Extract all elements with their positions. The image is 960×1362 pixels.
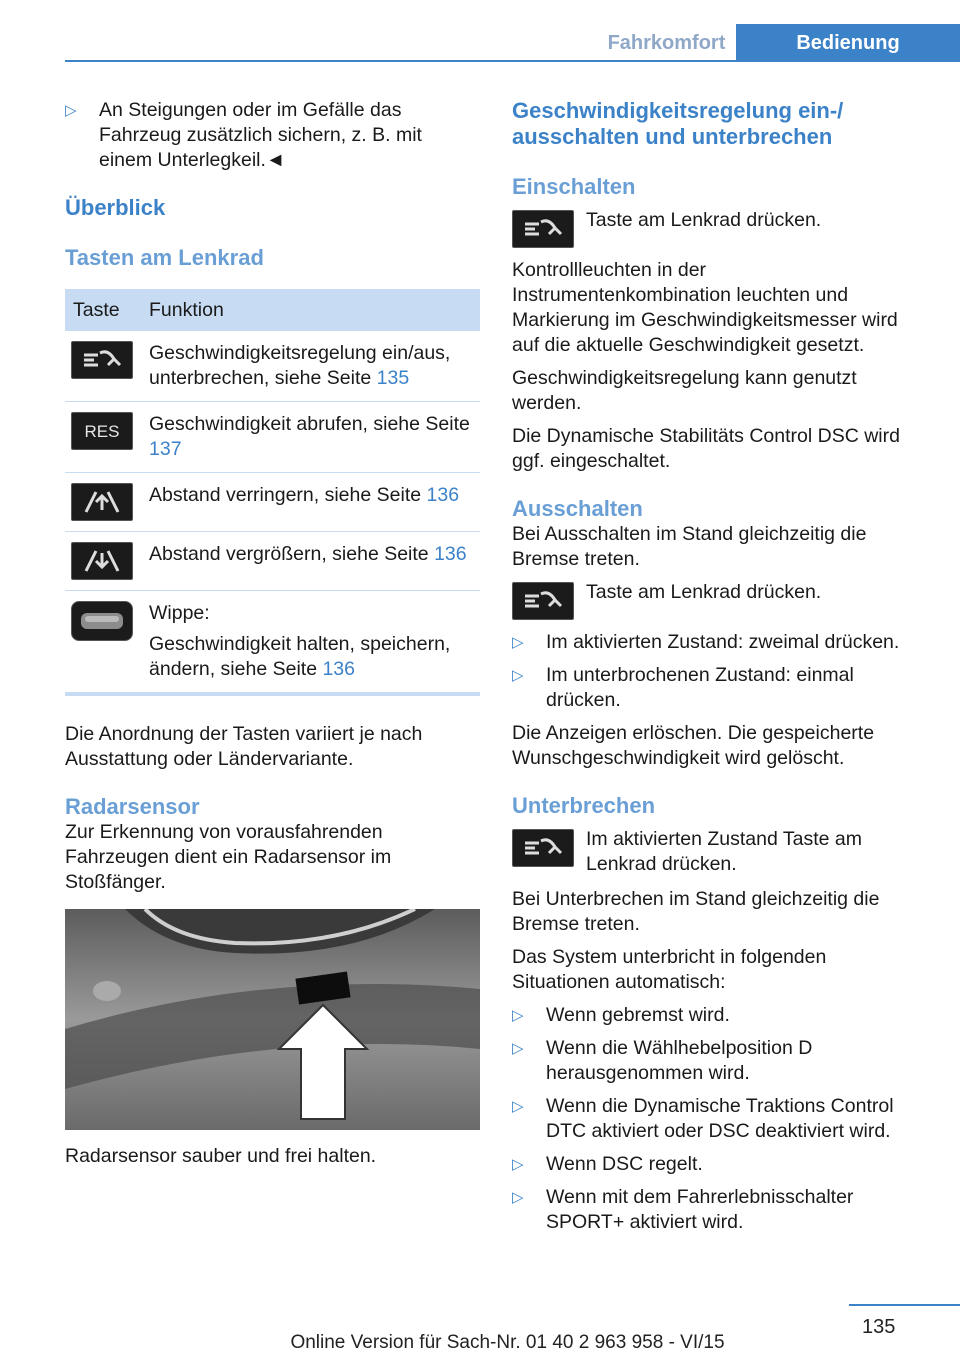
- triangle-bullet-icon: ▷: [512, 1098, 524, 1115]
- key-instruction: Taste am Lenkrad drücken.: [512, 580, 927, 620]
- header-rule: [65, 60, 960, 62]
- table-row: RES Geschwindigkeit abrufen, siehe Seite 137: [65, 402, 480, 473]
- section-tab-bedienung[interactable]: Bedienung: [736, 24, 960, 60]
- cruise-control-icon: [512, 582, 574, 620]
- list-item: ▷ Wenn die Wählhebelposition D herausgenommen wird.: [512, 1037, 813, 1084]
- table-row: Geschwindigkeitsregelung ein/aus, unterbrechen, siehe Seite 135: [65, 331, 480, 402]
- page-link[interactable]: 137: [149, 438, 182, 460]
- triangle-bullet-icon: ▷: [512, 1189, 524, 1206]
- list-item: ▷ Im unterbrochenen Zustand: einmal drücken.: [512, 664, 854, 711]
- radar-heading: Radarsensor: [65, 794, 200, 819]
- switch-on-heading: Einschalten: [512, 174, 636, 199]
- cruise-control-icon: [512, 829, 574, 867]
- key-instruction: Im aktivierten Zustand Taste am Lenkrad drücken.: [512, 827, 927, 877]
- cruise-control-heading: Geschwindigkeitsregelung ein-/ ausschalten und unterbrechen: [512, 98, 844, 149]
- column-header-key: Taste: [65, 289, 141, 331]
- switch-off-heading: Ausschalten: [512, 496, 643, 521]
- list-item: ▷ Wenn DSC regelt.: [512, 1153, 703, 1175]
- page-link[interactable]: 135: [376, 367, 410, 389]
- distance-decrease-icon: [71, 483, 133, 521]
- page-link[interactable]: 136: [322, 658, 355, 680]
- triangle-bullet-icon: ▷: [512, 1156, 524, 1173]
- triangle-bullet-icon: ▷: [512, 667, 524, 684]
- distance-increase-icon: [71, 542, 133, 580]
- list-item: ▷ An Steigungen oder im Gefälle das Fahrzeug zusätzlich sichern, z. B. mit einem Unterlegkeil.◄: [65, 99, 422, 171]
- rocker-switch-icon: [71, 601, 133, 641]
- page-link[interactable]: 136: [434, 543, 467, 565]
- left-column: [65, 98, 480, 1177]
- list-item: ▷ Im aktivierten Zustand: zweimal drücken.: [512, 631, 900, 653]
- section-tab-fahrkomfort[interactable]: Fahrkomfort: [607, 32, 726, 54]
- cruise-control-icon: [71, 341, 133, 379]
- triangle-bullet-icon: ▷: [512, 1040, 524, 1057]
- radar-text: Zur Erkennung von vorausfahrenden Fahrzeugen dient ein Radarsensor im Stoßfänger.: [65, 821, 392, 893]
- keys-heading: Tasten am Lenkrad: [65, 245, 264, 270]
- key-instruction: Taste am Lenkrad drücken.: [512, 208, 927, 248]
- right-column: Geschwindigkeitsregelung ein-/ ausschalten und unterbrechen Einschalten Taste am Lenkrad drücken. Kontrollleuchten in der Instrumentenkombination leuchten und Markierung im Geschwindigkeitsmesser wird auf die aktuelle Geschwindigkeit gesetzt. Geschwindigkeitsregelung kann genutzt werden. Die Dynamische Stabilitäts Control DSC wird ggf. eingeschaltet. Ausschalten Bei Ausschalten im Stand gleichzeitig die Bremse treten. Taste am Lenkrad drücken. ▷ Im aktivierten Zustand: zweimal drücken. ▷ Im unterbrochenen Zustand: einmal drücken. Die Anzeigen erlöschen. Die gespeicherte Wunschgeschwindigkeit wird gelöscht. Unterbrechen Im aktivierten Zustand Taste am Lenkrad drücken. Bei Unterbrechen im Stand gleichzeitig die Bremse treten. Das System unterbricht in folgenden Situationen automatisch: ▷ Wenn gebremst wird. ▷ Wenn die Wählhebelposition D herausgenommen wird. ▷ Wenn die Dynamische Traktions Control DTC aktiviert oder DSC deaktiviert wird. ▷ Wenn DSC regelt. ▷ Wenn mit dem Fahrerlebnisschalter SPORT+ aktiviert wird.: [512, 98, 927, 1243]
- arrangement-note: Die Anordnung der Tasten variiert je nach Ausstattung oder Ländervariante.: [65, 723, 423, 770]
- page-number-rule: [849, 1304, 960, 1306]
- page-header: [65, 24, 960, 62]
- column-header-function: Funktion: [141, 289, 480, 331]
- triangle-bullet-icon: ▷: [512, 1007, 524, 1024]
- list-item: ▷ Wenn die Dynamische Traktions Control DTC aktiviert oder DSC deaktiviert wird.: [512, 1095, 894, 1142]
- footer-text: Online Version für Sach-Nr. 01 40 2 963 958 - VI/15: [290, 1332, 725, 1353]
- table-row: Wippe: Geschwindigkeit halten, speichern, ändern, siehe Seite 136: [65, 591, 480, 695]
- photo-caption: Radarsensor sauber und frei halten.: [65, 1145, 377, 1167]
- overview-heading: Überblick: [65, 195, 166, 220]
- list-item: ▷ Wenn gebremst wird.: [512, 1004, 730, 1026]
- cruise-control-icon: [512, 210, 574, 248]
- table-row: Abstand vergrößern, siehe Seite 136: [65, 532, 480, 591]
- page-number: 135: [862, 1316, 896, 1338]
- page-link[interactable]: 136: [426, 484, 460, 506]
- table-row: Abstand verringern, siehe Seite 136: [65, 473, 480, 532]
- list-item: ▷ Wenn mit dem Fahrerlebnisschalter SPORT+ aktiviert wird.: [512, 1186, 854, 1233]
- radar-sensor-photo: [65, 909, 480, 1130]
- triangle-bullet-icon: ▷: [65, 102, 77, 119]
- triangle-bullet-icon: ▷: [512, 634, 524, 651]
- res-button-icon: RES: [71, 412, 133, 450]
- interrupt-heading: Unterbrechen: [512, 793, 656, 818]
- steering-wheel-keys-table: [65, 289, 480, 696]
